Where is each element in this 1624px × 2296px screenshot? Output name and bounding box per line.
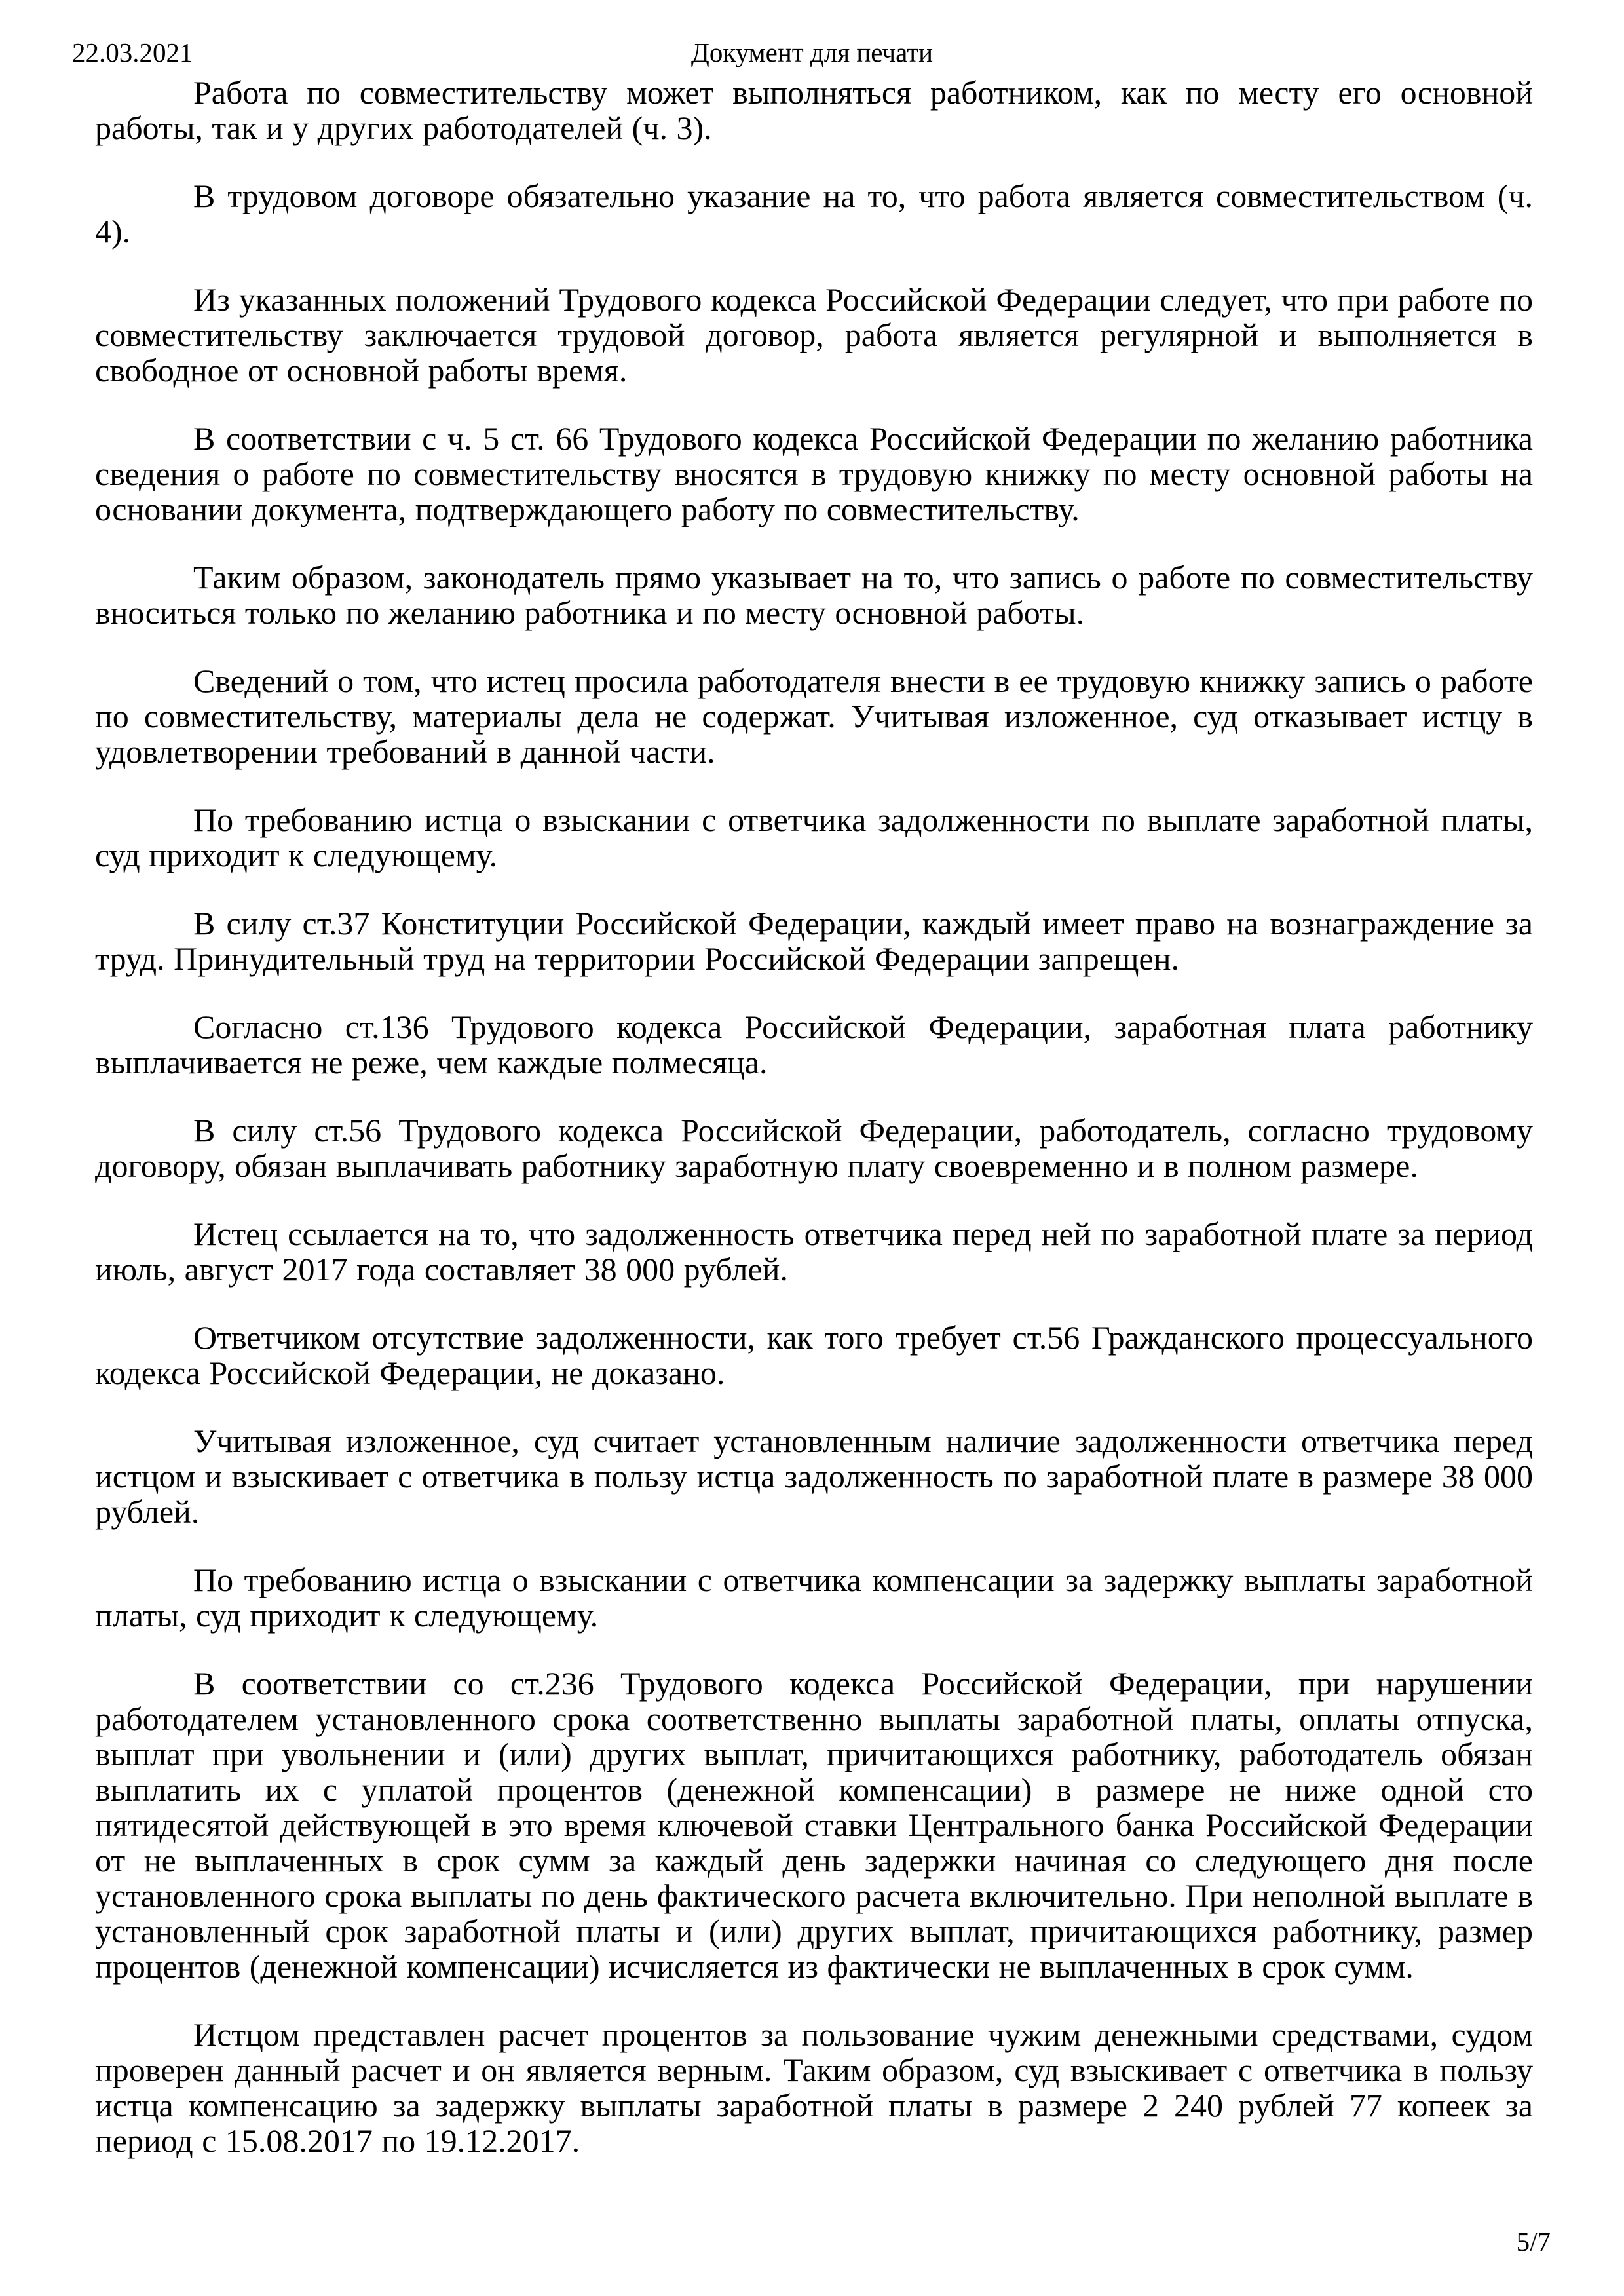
page-title: Документ для печати	[690, 37, 934, 67]
paragraph: В трудовом договоре обязательно указание на то, что работа является совместительством (ч. 4).	[95, 178, 1533, 250]
paragraph: Истец ссылается на то, что задолженность ответчика перед ней по заработной плате за период июль, август 2017 года составляет 38 000 рублей.	[95, 1215, 1533, 1288]
print-date: 22.03.2021	[72, 37, 193, 67]
paragraph: Из указанных положений Трудового кодекса Российской Федерации следует, что при работе по совместительству заключается трудовой договор, работа является регулярной и выполняется в свободное от основной работы время.	[95, 281, 1533, 389]
paragraph: Ответчиком отсутствие задолженности, как того требует ст.56 Гражданского процессуального кодекса Российской Федерации, не доказано.	[95, 1319, 1533, 1391]
document-body	[95, 75, 1533, 2191]
paragraph: Согласно ст.136 Трудового кодекса Российской Федерации, заработная плата работнику выплачивается не реже, чем каждые полмесяца.	[95, 1008, 1533, 1081]
paragraph: В соответствии с ч. 5 ст. 66 Трудового кодекса Российской Федерации по желанию работника сведения о работе по совместительству вносятся в трудовую книжку по месту основной работы на основании документа, подтверждающего работу по совместительству.	[95, 420, 1533, 527]
print-header	[0, 38, 1624, 71]
paragraph: Работа по совместительству может выполняться работником, как по месту его основной работы, так и у других работодателей (ч. 3).	[95, 74, 1533, 146]
paragraph: В соответствии со ст.236 Трудового кодекса Российской Федерации, при нарушении работодателем установленного срока соответственно выплаты заработной платы, оплаты отпуска, выплат при увольнении и (или) других выплат, причитающихся работнику, работодатель обязан выплатить их с уплатой процентов (денежной компенсации) в размере не ниже одной сто пятидесятой действующей в это время ключевой ставки Центрального банка Российской Федерации от не выплаченных в срок сумм за каждый день задержки начиная со следующего дня после установленного срока выплаты по день фактического расчета включительно. При неполной выплате в установленный срок заработной платы и (или) других выплат, причитающихся работнику, размер процентов (денежной компенсации) исчисляется из фактически не выплаченных в срок сумм.	[95, 1665, 1533, 1985]
paragraph: В силу ст.56 Трудового кодекса Российской Федерации, работодатель, согласно трудовому договору, обязан выплачивать работнику заработную плату своевременно и в полном размере.	[95, 1112, 1533, 1184]
paragraph: По требованию истца о взыскании с ответчика задолженности по выплате заработной платы, суд приходит к следующему.	[95, 801, 1533, 873]
paragraph: Истцом представлен расчет процентов за пользование чужим денежными средствами, судом проверен данный расчет и он является верным. Таким образом, суд взыскивает с ответчика в пользу истца компенсацию за задержку выплаты заработной платы в размере 2 240 рублей 77 копеек за период с 15.08.2017 по 19.12.2017.	[95, 2016, 1533, 2159]
paragraph: Учитывая изложенное, суд считает установленным наличие задолженности ответчика перед истцом и взыскивает с ответчика в пользу истца задолженность по заработной плате в размере 38 000 рублей.	[95, 1423, 1533, 1530]
paragraph: По требованию истца о взыскании с ответчика компенсации за задержку выплаты заработной платы, суд приходит к следующему.	[95, 1561, 1533, 1634]
paragraph: Таким образом, законодатель прямо указывает на то, что запись о работе по совместительству вноситься только по желанию работника и по месту основной работы.	[95, 559, 1533, 631]
paragraph: В силу ст.37 Конституции Российской Федерации, каждый имеет право на вознаграждение за труд. Принудительный труд на территории Российской Федерации запрещен.	[95, 905, 1533, 977]
paragraph: Сведений о том, что истец просила работодателя внести в ее трудовую книжку запись о работе по совместительству, материалы дела не содержат. Учитывая изложенное, суд отказывает истцу в удовлетворении требований в данной части.	[95, 662, 1533, 770]
page-number: 5/7	[1516, 2227, 1551, 2257]
